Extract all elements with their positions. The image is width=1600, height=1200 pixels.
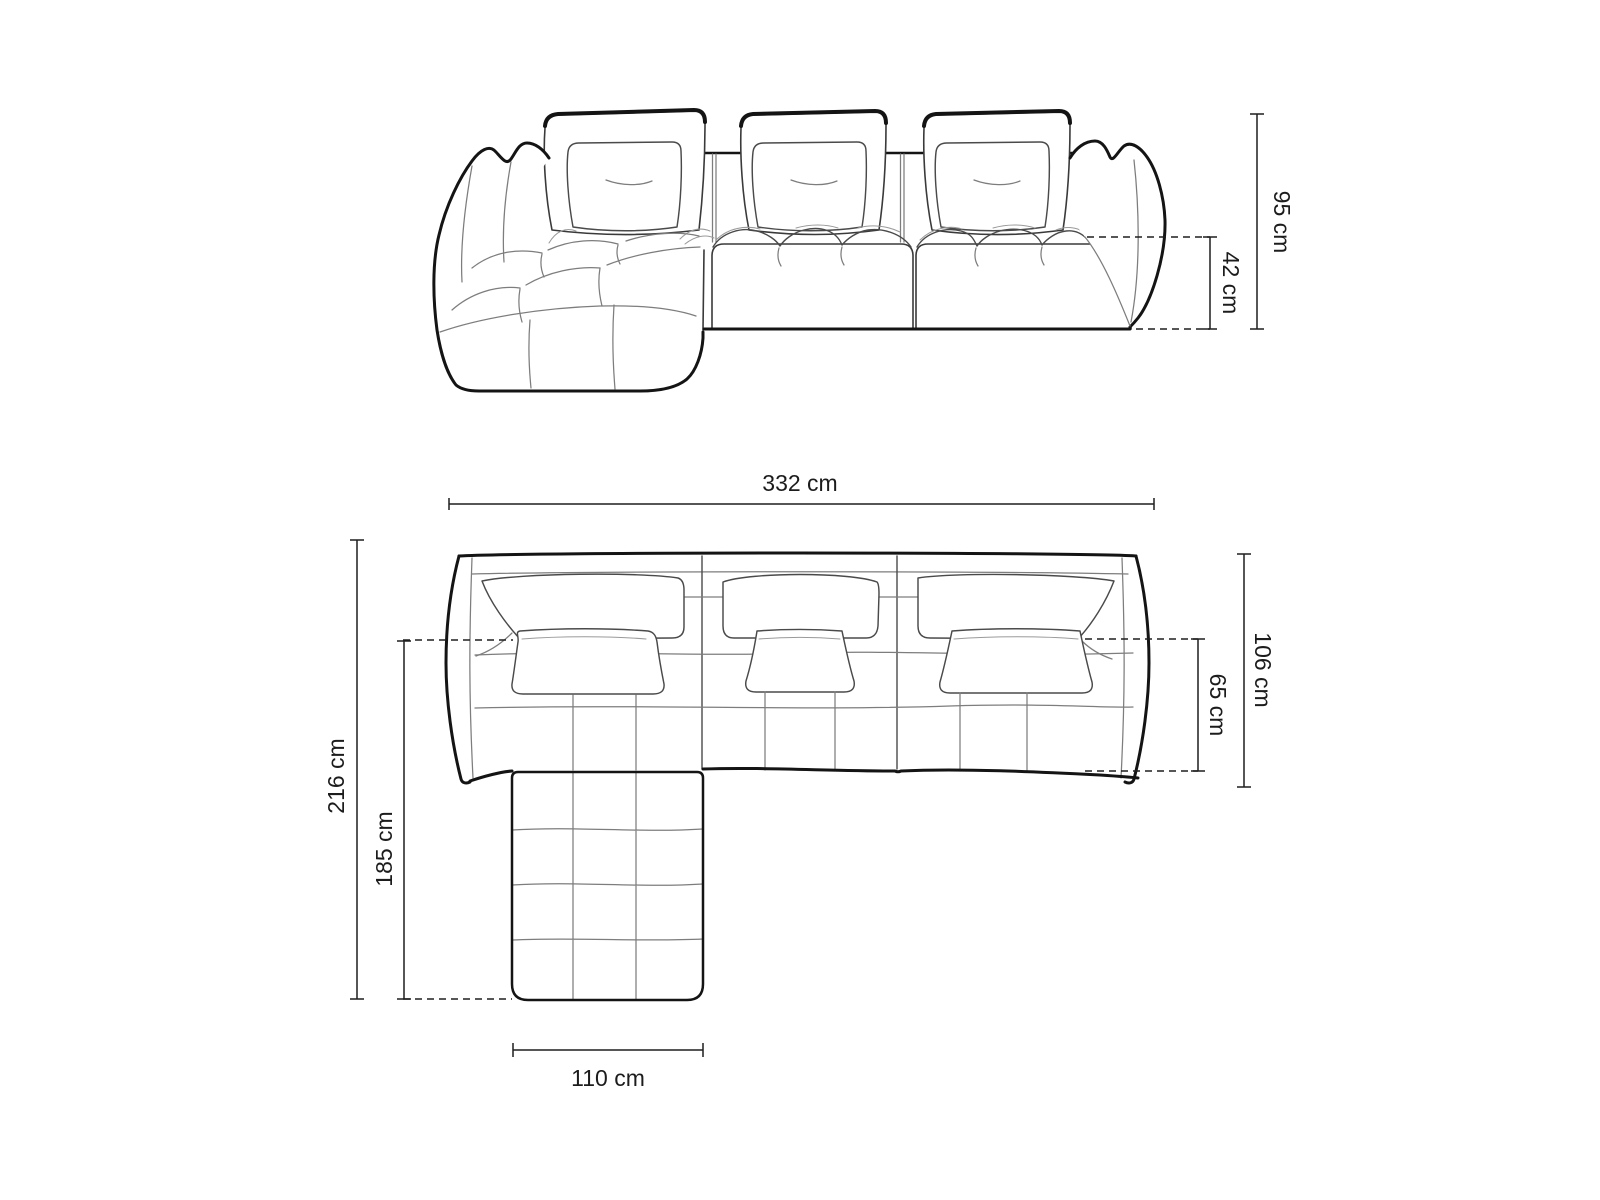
sofa-front-drawing (434, 110, 1165, 391)
dimension-label-42: 42 cm (1218, 251, 1244, 315)
dimension-label-95: 95 cm (1269, 190, 1295, 254)
plan-pillow-1 (512, 629, 664, 694)
middle-seat (712, 225, 913, 329)
dimension-label-106: 106 cm (1250, 632, 1276, 708)
dimension-side-depth (1237, 554, 1276, 787)
plan-seat-line-front (475, 705, 1133, 708)
back-pillow-1 (567, 142, 681, 231)
dimension-line (350, 540, 364, 999)
top-plan-view (323, 470, 1276, 1091)
plan-top-edge (459, 553, 1136, 556)
front-elevation-view (434, 110, 1295, 391)
dimension-total-width (449, 470, 1154, 510)
plan-seat-tuft-verticals (573, 692, 1027, 770)
chaise-right-joint-line (703, 250, 704, 330)
dimension-line (1237, 554, 1251, 787)
plan-chaise (512, 772, 703, 1000)
plan-pillow-3 (940, 629, 1093, 693)
dimension-chaise-width (513, 1043, 703, 1091)
dimension-label-185: 185 cm (371, 811, 397, 887)
dimension-line (1250, 114, 1264, 329)
dimension-label-216: 216 cm (323, 738, 349, 814)
sofa-plan-drawing (446, 553, 1149, 1000)
back-pillow-2 (752, 142, 866, 231)
dimension-line (513, 1043, 703, 1057)
plan-back-cushion-2 (723, 575, 879, 639)
dimension-line (449, 498, 1154, 510)
dimension-line (1191, 639, 1205, 771)
dimension-total-height (1250, 114, 1295, 329)
dimension-total-depth (323, 540, 364, 999)
dimension-line (1203, 237, 1217, 329)
dimension-label-332: 332 cm (762, 470, 838, 496)
dimension-line (397, 641, 411, 999)
plan-pillow-2 (746, 630, 855, 693)
dimension-label-110: 110 cm (571, 1065, 645, 1091)
plan-back-inner-line (472, 572, 1128, 574)
dimension-label-65: 65 cm (1205, 673, 1231, 737)
back-pillow-3 (935, 142, 1049, 231)
